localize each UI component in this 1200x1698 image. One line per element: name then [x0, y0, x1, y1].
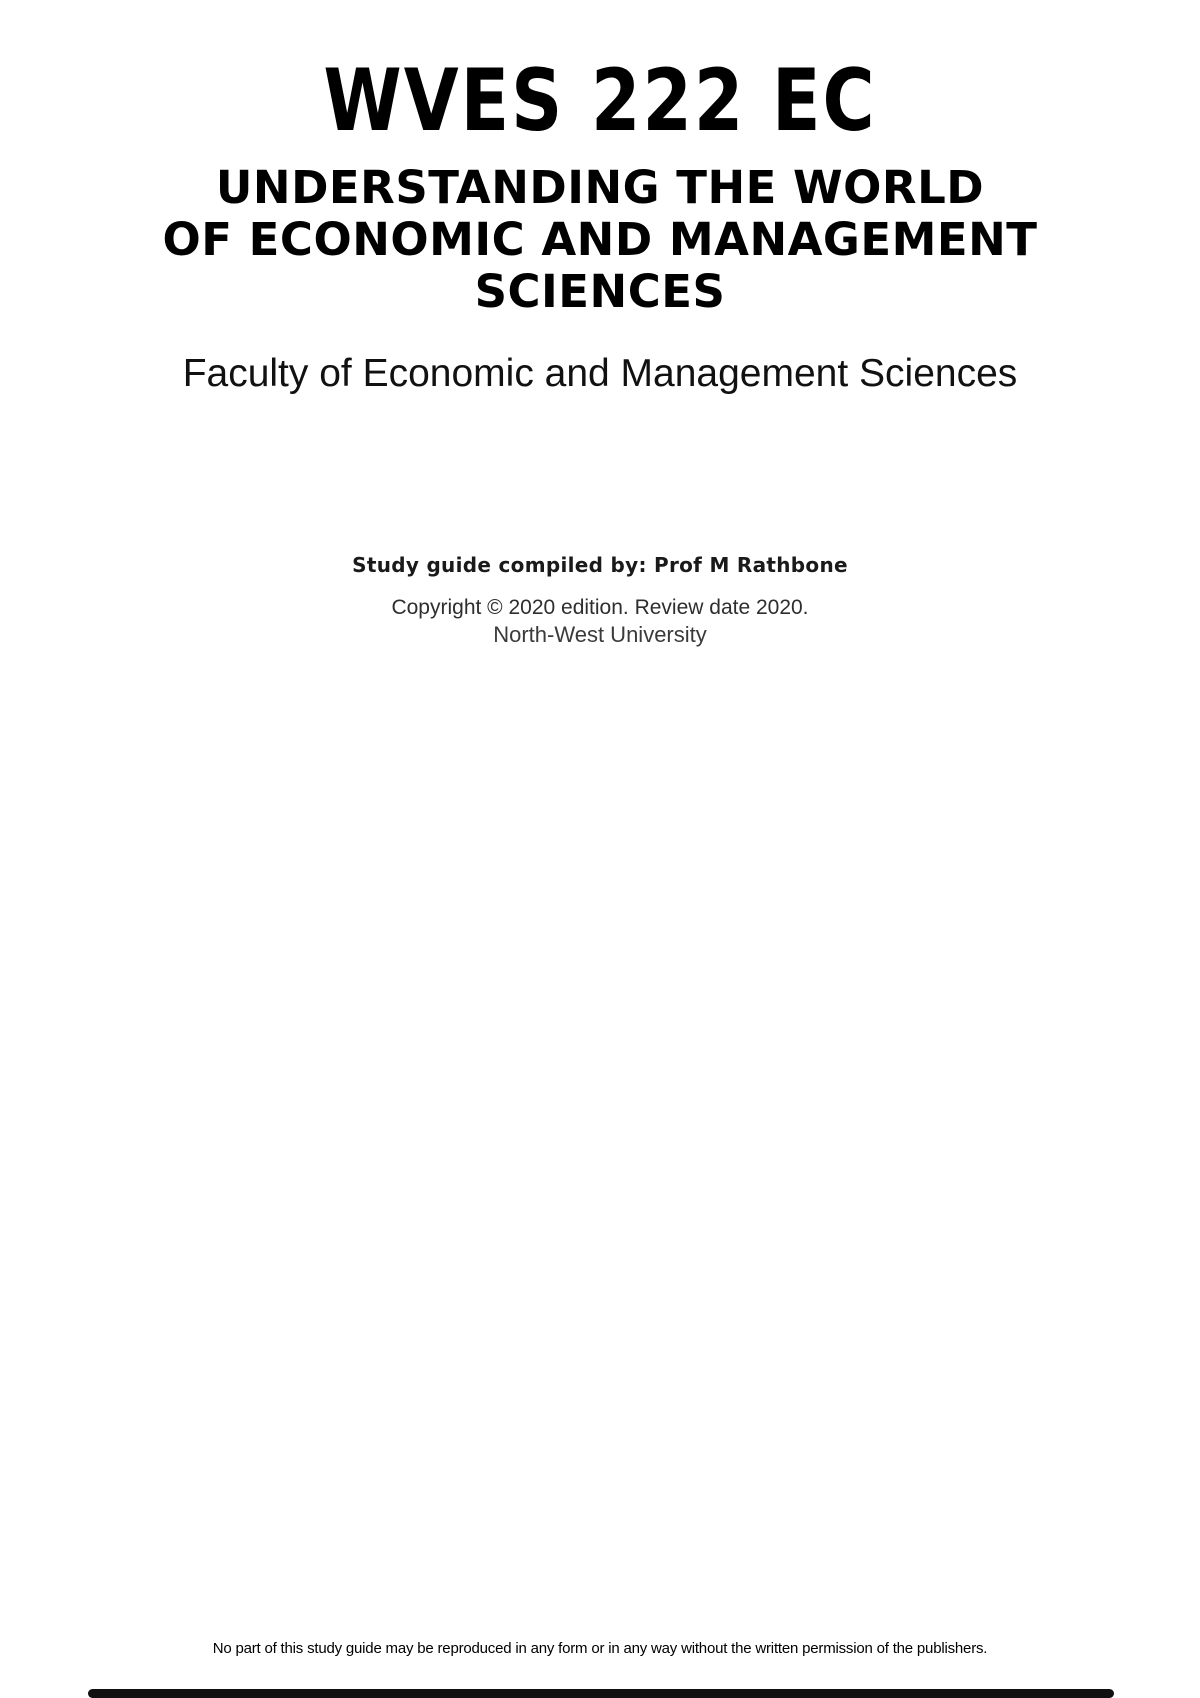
course-code-title: WVES 222 EC [323, 50, 877, 151]
module-title [0, 162, 1200, 318]
compiled-by-line: Study guide compiled by: Prof M Rathbone [352, 553, 848, 577]
module-title-line-3: SCIENCES [474, 265, 726, 318]
reproduction-notice: No part of this study guide may be reproduced in any form or in any way without the written permission of the publishers. [212, 1640, 988, 1657]
module-title-line-2: OF ECONOMIC AND MANAGEMENT [162, 213, 1038, 266]
institution-line: North-West University [493, 622, 707, 647]
faculty-subtitle: Faculty of Economic and Management Sciences [182, 352, 1018, 395]
bottom-scrollbar[interactable] [88, 1689, 1114, 1698]
copyright-line: Copyright © 2020 edition. Review date 2020. [391, 596, 809, 619]
module-title-line-1: UNDERSTANDING THE WORLD [215, 161, 985, 214]
